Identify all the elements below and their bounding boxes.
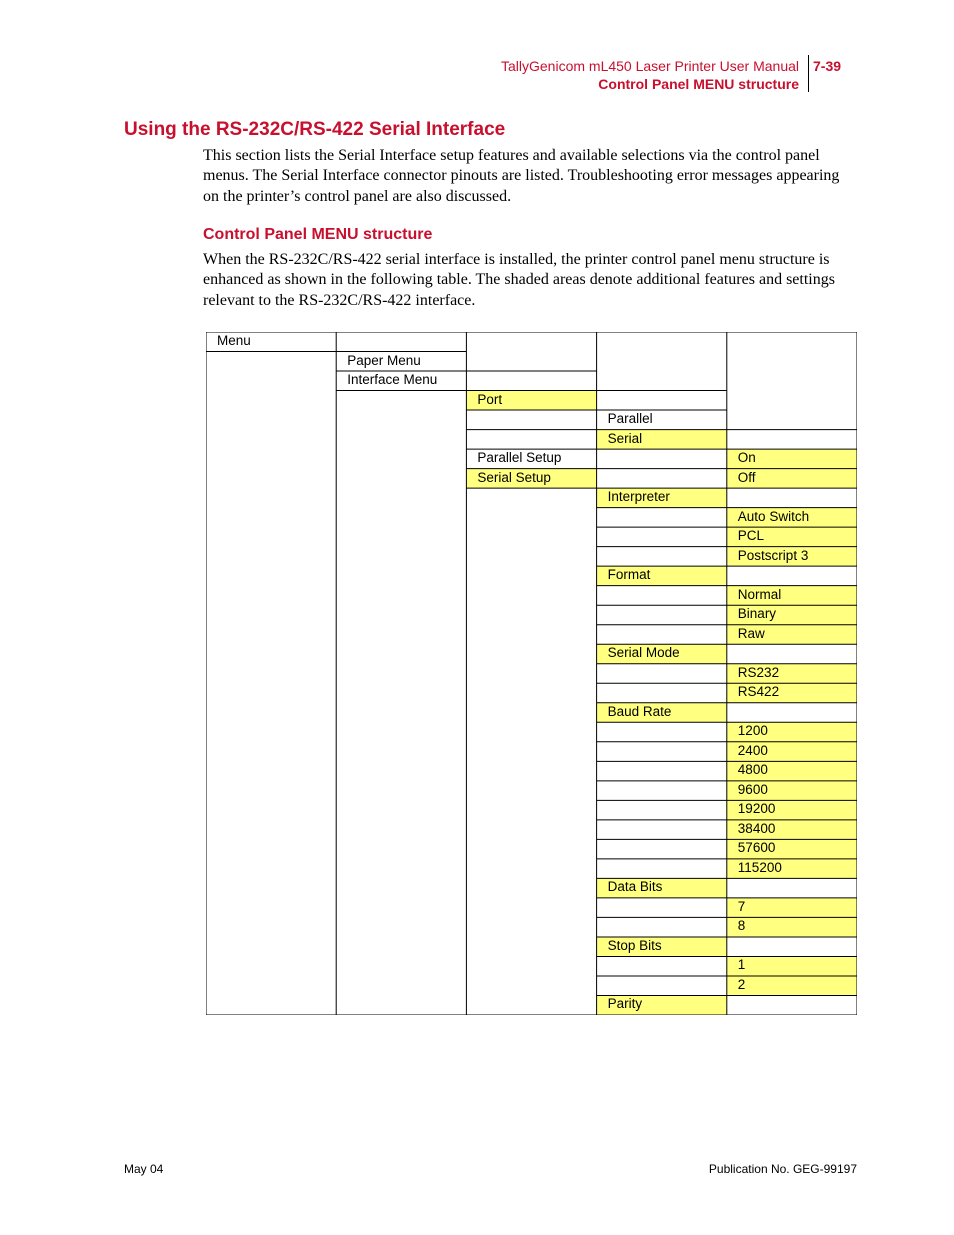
menu-cell: 4800	[737, 762, 768, 778]
menu-cell: Interface Menu	[347, 372, 438, 388]
page-number: 7-39	[813, 58, 842, 74]
section-intro: This section lists the Serial Interface setup features and available selections via the control panel menus. The Serial Interface connector pinouts are listed. Troubleshooting error messages appearing on the printer’s control panel are also discussed.	[203, 147, 840, 205]
menu-cell: Binary	[737, 606, 777, 622]
menu-cell: Parallel Setup	[477, 450, 562, 466]
menu-cell: 57600	[737, 840, 776, 856]
menu-cell: 8	[737, 918, 746, 934]
menu-cell: 7	[737, 898, 746, 914]
menu-cell: 1	[737, 957, 746, 973]
menu-cell: Parity	[607, 996, 643, 1012]
menu-cell: 38400	[737, 820, 776, 836]
menu-cell: Postscript 3	[737, 547, 809, 563]
subsection-text: When the RS-232C/RS-422 serial interface is installed, the printer control panel menu structure is enhanced as shown in the following table. The shaded areas denote additional features and settings relevant to the RS-232C/RS-422 interface.	[203, 251, 835, 309]
menu-cell: Baud Rate	[607, 703, 672, 719]
menu-cell: Stop Bits	[607, 937, 662, 953]
menu-cell: Paper Menu	[347, 352, 421, 368]
menu-cell: Off	[737, 469, 756, 485]
header-section-title: Control Panel MENU structure	[598, 76, 799, 92]
menu-cell: Serial Setup	[477, 469, 551, 485]
menu-cell: 1200	[737, 723, 768, 739]
menu-cell: Raw	[737, 625, 765, 641]
menu-cell: Interpreter	[607, 489, 670, 505]
menu-cell: PCL	[737, 528, 765, 544]
menu-cell: Serial	[607, 430, 643, 446]
menu-cell: 19200	[737, 801, 776, 817]
menu-cell: 2	[737, 976, 746, 992]
menu-cell: Format	[607, 567, 651, 583]
footer-date: May 04	[124, 1162, 164, 1176]
menu-structure-table	[206, 332, 857, 1015]
menu-cell: 9600	[737, 781, 768, 797]
section-heading: Using the RS-232C/RS-422 Serial Interface	[124, 119, 506, 140]
menu-cell: Serial Mode	[607, 645, 680, 661]
menu-cell: Port	[477, 391, 503, 407]
menu-cell: Parallel	[607, 411, 653, 427]
menu-cell: 2400	[737, 742, 768, 758]
manual-title: TallyGenicom mL450 Laser Printer User Manual	[500, 58, 799, 74]
menu-cell: Menu	[217, 333, 251, 348]
menu-cell: RS422	[737, 684, 780, 700]
menu-cell: On	[737, 450, 756, 466]
header-divider	[808, 55, 809, 92]
menu-cell: Auto Switch	[737, 508, 810, 524]
menu-cell: 115200	[737, 859, 782, 875]
footer-publication: Publication No. GEG-99197	[708, 1162, 857, 1176]
menu-cell: Normal	[737, 586, 782, 602]
subsection-heading: Control Panel MENU structure	[203, 226, 433, 243]
menu-cell: Data Bits	[607, 879, 663, 895]
menu-cell: RS232	[737, 664, 780, 680]
